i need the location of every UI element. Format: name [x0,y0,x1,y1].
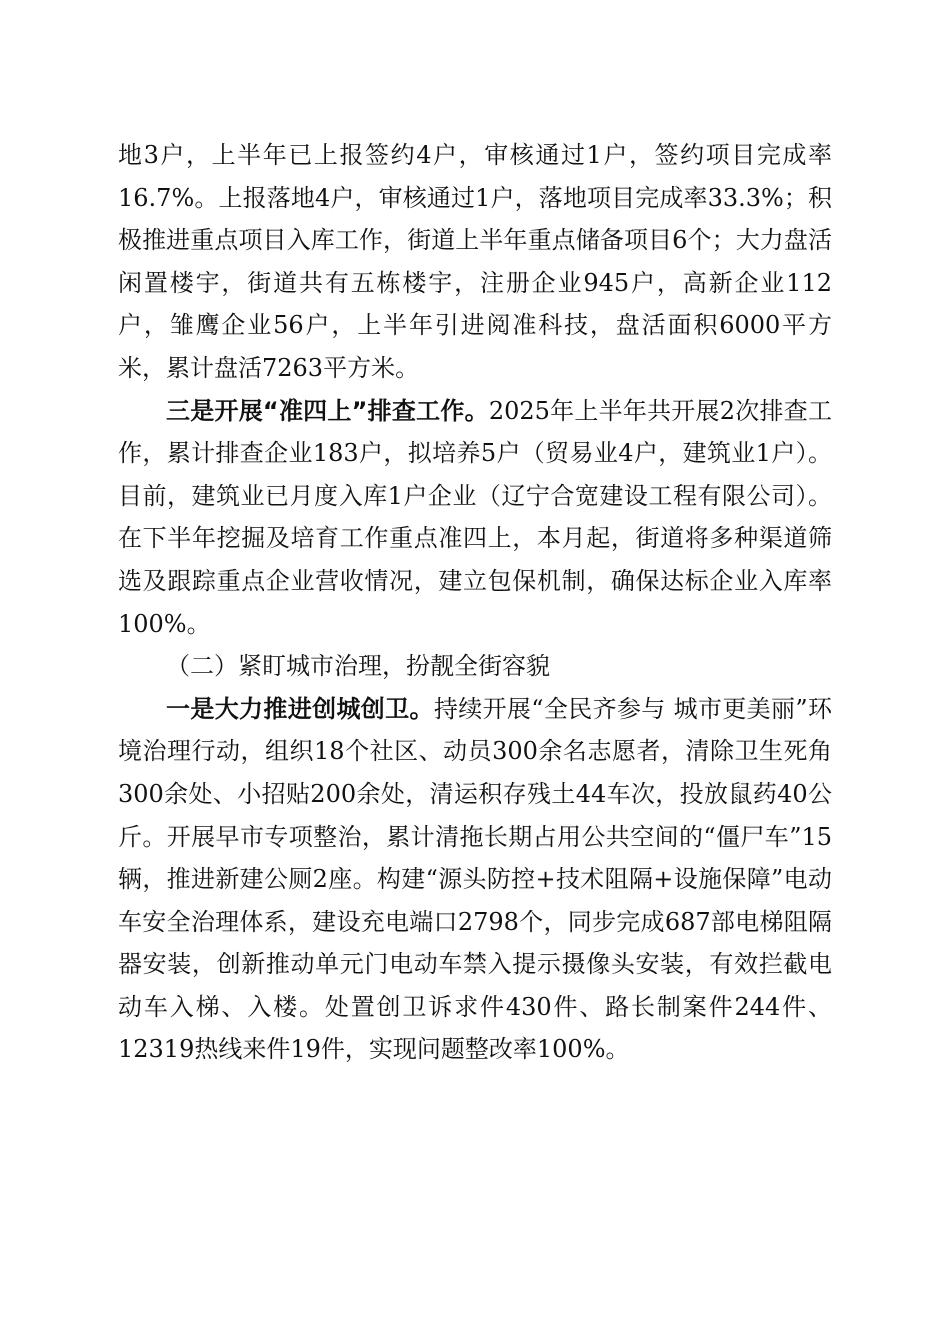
paragraph-chuangcheng [118,688,832,1071]
section-heading [118,645,832,688]
paragraph-text: 2025年上半年共开展2次排查工作，累计排查企业183户，拟培养5户（贸易业4户，建筑业1户）。目前，建筑业已月度入库1户企业（辽宁合宽建设工程有限公司）。在下半年挖掘及培育工作重点准四上，本月起，街道将多种渠道筛选及跟踪重点企业营收情况，建立包保机制，确保达标企业入库率100%。 [118,396,832,638]
paragraph-lead-bold: 一是大力推进创城创卫。 [166,694,434,723]
section-heading-text: （二）紧盯城市治理，扮靓全街容貌 [166,652,550,681]
paragraph-zhunsishang [118,390,832,646]
paragraph-continuation [118,134,832,390]
paragraph-text: 持续开展“全民齐参与 城市更美丽”环境治理行动，组织18个社区、动员300余名志愿者，清除卫生死角300余处、小招贴200余处，清运积存残土44车次，投放鼠药40公斤。开展早市专项整治，累计清拖长期占用公共空间的“僵尸车”15辆，推进新建公厕2座。构建“源头防控+技术阻隔+设施保障”电动车安全治理体系，建设充电端口2798个，同步完成687部电梯阻隔器安装，创新推动单元门电动车禁入提示摄像头安装，有效拦截电动车入梯、入楼。处置创卫诉求件430件、路长制案件244件、12319热线来件19件，实现问题整改率100%。 [118,694,833,1064]
paragraph-text: 地3户，上半年已上报签约4户，审核通过1户，签约项目完成率16.7%。上报落地4户，审核通过1户，落地项目完成率33.3%；积极推进重点项目入库工作，街道上半年重点储备项目6个；大力盘活闲置楼宇，街道共有五栋楼宇，注册企业945户，高新企业112户，雏鹰企业56户，上半年引进阅准科技，盘活面积6000平方米，累计盘活7263平方米。 [118,141,832,382]
document-body [118,134,832,1071]
paragraph-lead-bold: 三是开展“准四上”排查工作。 [166,396,489,425]
